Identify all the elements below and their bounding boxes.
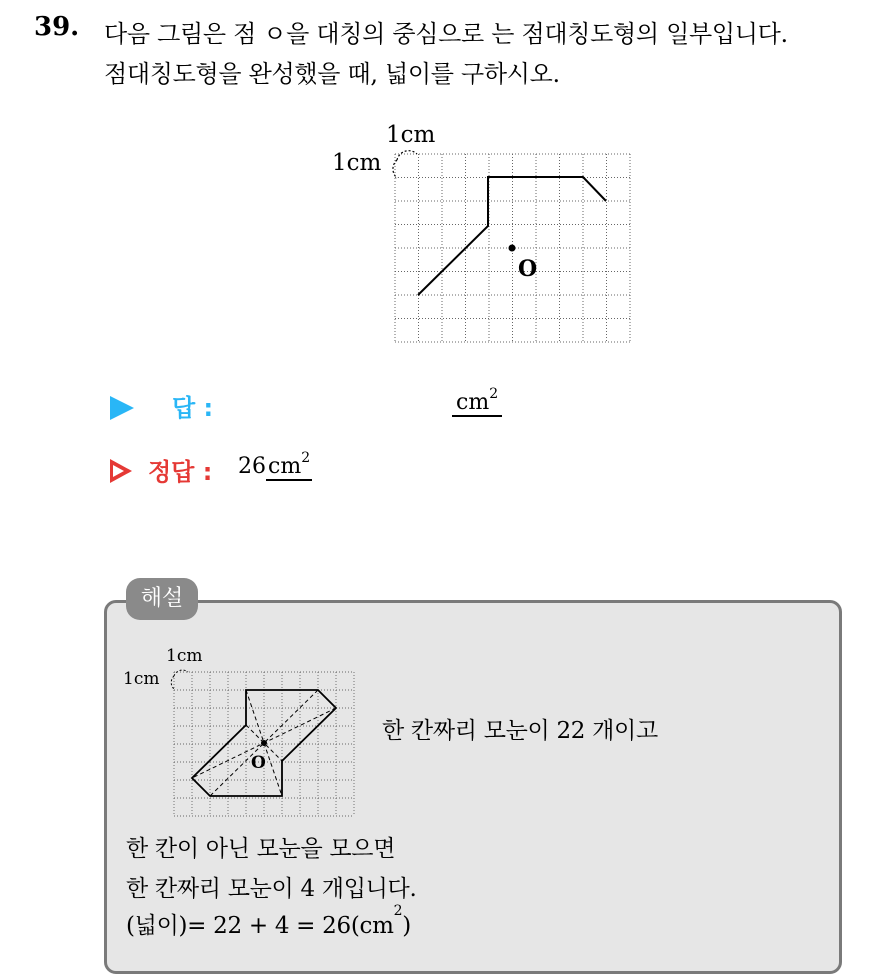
explanation-line4: [126, 903, 411, 940]
question-text-line2: 점대칭도형을 완성했을 때, 넓이를 구하시오.: [104, 60, 560, 88]
explanation-line1: 한 칸짜리 모눈이 22 개이고: [382, 718, 658, 744]
explanation-line4-exp: 2: [393, 903, 403, 919]
answer-unit: cm: [456, 390, 490, 415]
question-number: 39.: [34, 12, 80, 42]
solution-value-group: [238, 450, 312, 479]
answer-label: 답 :: [172, 394, 214, 422]
exp-center-label: O: [251, 753, 266, 773]
unit-arc-top: [397, 151, 417, 160]
exp-unit-arc-top: [174, 670, 188, 676]
solution-label: 정답 :: [148, 458, 213, 486]
explanation-line3: 한 칸짜리 모눈이 4 개입니다.: [126, 876, 417, 902]
exp-unit-label-left: 1cm: [123, 669, 160, 689]
question-text-line1: 다음 그림은 점 ㅇ을 대칭의 중심으로 는 점대칭도형의 일부입니다.: [104, 20, 788, 48]
unit-label-left: 1cm: [332, 150, 382, 176]
solution-unit-wrap: [266, 450, 312, 481]
solution-unit: cm: [268, 454, 302, 479]
explanation-figure: [120, 644, 365, 824]
explanation-line4-prefix: (넓이)= 22 + 4 = 26(cm: [126, 913, 394, 939]
center-label: O: [518, 256, 538, 282]
explanation-tab: 해설: [126, 578, 198, 620]
unit-label-top: 1cm: [386, 122, 436, 148]
center-point: [509, 245, 516, 252]
answer-arrow-icon: [110, 396, 134, 420]
question-figure: [330, 118, 640, 350]
answer-unit-exp: 2: [489, 386, 499, 402]
solution-value: 26: [238, 454, 266, 479]
answer-input-line[interactable]: [452, 386, 502, 417]
explanation-line4-suffix: ): [402, 913, 411, 939]
explanation-line2: 한 칸이 아닌 모눈을 모으면: [126, 836, 396, 862]
solution-unit-exp: 2: [301, 450, 311, 466]
exp-center-point: [261, 740, 267, 746]
exp-unit-label-top: 1cm: [166, 646, 203, 666]
